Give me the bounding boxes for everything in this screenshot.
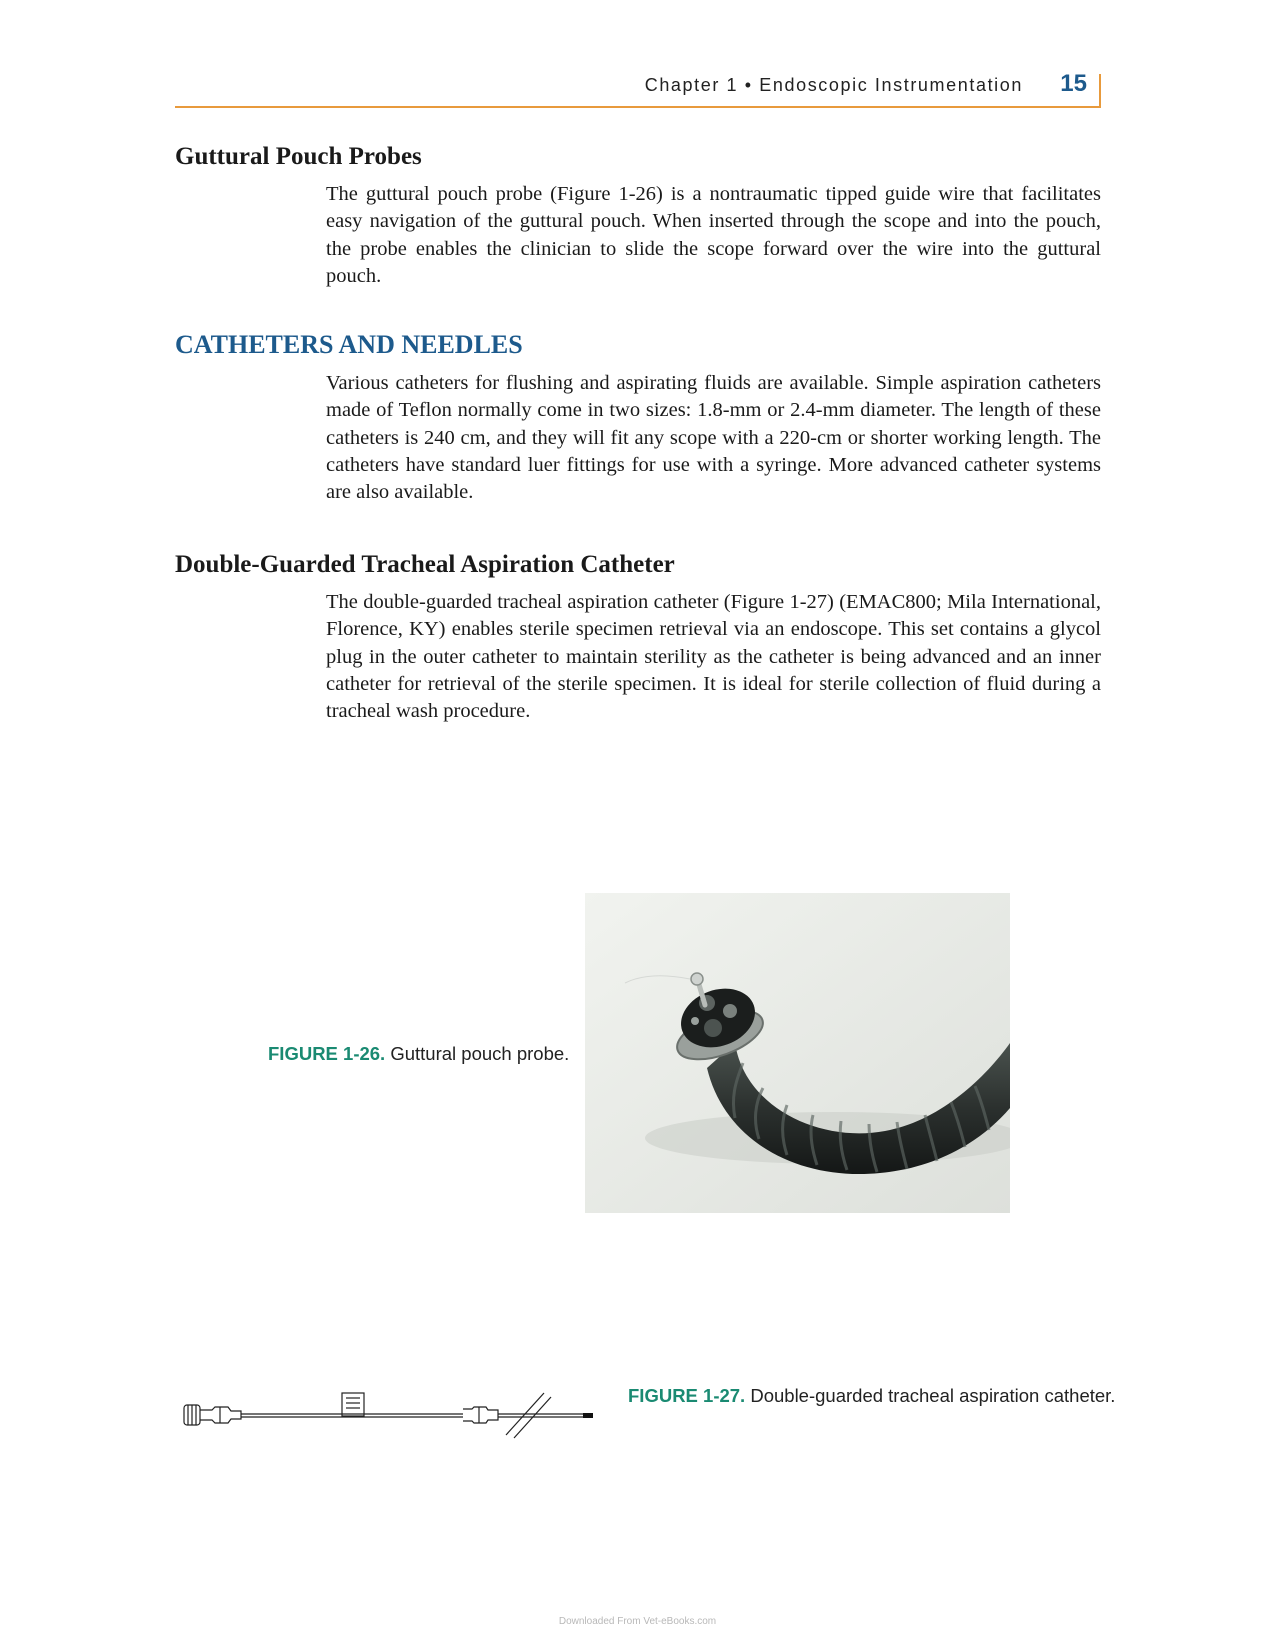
figure-1-26-photo [585,893,1010,1213]
figure-1-27-caption [628,1385,1115,1407]
figure-1-26-caption-text: Guttural pouch probe. [390,1043,570,1064]
download-footer: Downloaded From Vet-eBooks.com [558,1616,717,1627]
figure-1-26-caption [268,1043,569,1065]
page-number-rule [1099,74,1101,106]
figure-1-26-label: FIGURE 1-26. [268,1043,386,1064]
section-body-double-guarded-catheter: The double-guarded tracheal aspiration catheter (Figure 1-27) (EMAC800; Mila International, Florence, KY) enables sterile specimen retrieval via an endoscope. This set contains a glycol plug in the outer catheter to maintain sterility as the catheter is being advanced and an inner catheter for retrieval of the sterile specimen. It is ideal for sterile collection of fluid during a tracheal wash procedure. [326,591,1101,723]
chapter-title: Chapter 1 • Endoscopic Instrumentation [644,75,1023,95]
page-number: 15 [1060,70,1087,97]
running-head [175,62,1101,108]
section-body-catheters-and-needles: Various catheters for flushing and aspirating fluids are available. Simple aspiration catheters made of Teflon normally come in two sizes: 1.8-mm or 2.4-mm diameter. The length of these catheters is 240 cm, and they will fit any scope with a 220-cm or shorter working length. The catheters have standard luer fittings for use with a syringe. More advanced catheter systems are also available. [326,372,1101,504]
section-heading-double-guarded-catheter: Double-Guarded Tracheal Aspiration Catheter [175,551,675,578]
figure-1-27-caption-text: Double-guarded tracheal aspiration catheter. [750,1385,1116,1406]
section-body-guttural-pouch-probes: The guttural pouch probe (Figure 1-26) is a nontraumatic tipped guide wire that facilitates easy navigation of the guttural pouch. When inserted through the scope and into the pouch, the probe enables the clinician to slide the scope forward over the wire into the guttural pouch. [326,183,1101,287]
section-heading-guttural-pouch-probes: Guttural Pouch Probes [175,143,422,170]
figure-1-27-catheter-drawing [180,1385,612,1445]
figure-1-27-label: FIGURE 1-27. [628,1385,746,1406]
section-heading-catheters-and-needles: CATHETERS AND NEEDLES [175,330,523,359]
